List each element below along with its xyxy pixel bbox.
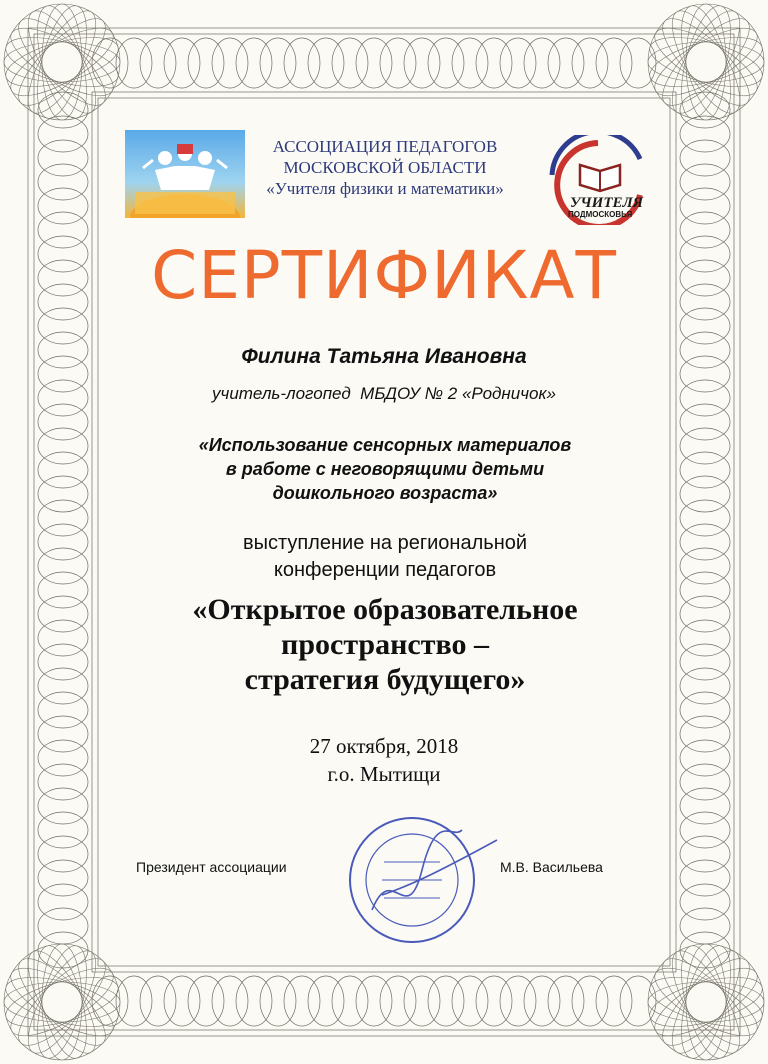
- association-name-line1: АССОЦИАЦИЯ ПЕДАГОГОВ: [272, 137, 498, 156]
- teachers-logo-text-2: ПОДМОСКОВЬЯ: [568, 210, 633, 219]
- children-logo: [125, 130, 245, 218]
- recipient-name: Филина Татьяна Ивановна: [241, 345, 527, 368]
- teachers-logo-text-1: УЧИТЕЛЯ: [570, 195, 644, 211]
- signature-role: Президент ассоциации: [136, 859, 287, 875]
- topic-line: дошкольного возраста»: [272, 483, 498, 503]
- event-date-place: [0, 732, 768, 788]
- topic-line: в работе с неговорящими детьми: [225, 459, 545, 479]
- official-stamp: [312, 800, 512, 950]
- speech-line: конференции педагогов: [273, 559, 497, 581]
- certificate-title: СЕРТИФИКАТ: [151, 237, 617, 314]
- association-name-line3: «Учителя физики и математики»: [266, 179, 504, 198]
- event-city: г.о. Мытищи: [327, 762, 441, 786]
- speech-line: выступление на региональной: [242, 532, 528, 554]
- recipient-position: учитель-логопед МБДОУ № 2 «Родничок»: [212, 384, 556, 403]
- association-name-line2: МОСКОВСКОЙ ОБЛАСТИ: [283, 158, 487, 177]
- event-date: 27 октября, 2018: [309, 734, 459, 758]
- conference-line: стратегия будущего»: [244, 663, 526, 696]
- conference-line: пространство –: [281, 628, 489, 661]
- conference-line: «Открытое образовательное: [192, 593, 578, 626]
- speech-description: [150, 530, 620, 584]
- topic-line: «Использование сенсорных материалов: [198, 435, 572, 455]
- presentation-topic: [130, 433, 640, 505]
- teachers-logo: [540, 135, 660, 225]
- signature-name: М.В. Васильева: [500, 859, 603, 875]
- conference-name: [100, 592, 670, 697]
- association-header: [230, 136, 540, 199]
